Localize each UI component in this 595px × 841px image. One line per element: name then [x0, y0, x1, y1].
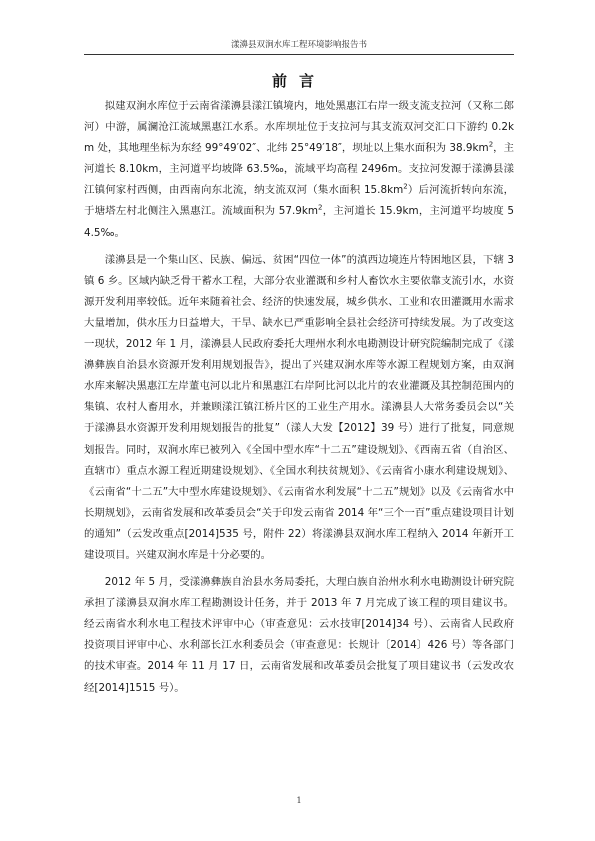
text-segment: 2012 年 5 月，受漾濞彝族自治县水务局委托，大理白族自治州水利水电勘测设计研究院承担了漾濞县双涧水库工程勘测设计任务，并于 2013 年 7 月完成了该工程的项目建议书。经云南省水利水电工程技术评审中心（审查意见：云水技审[2014]34 号）、云南省人民政府投资项目评审中心、水利部长江水利委员会（审查意见：长规计〔2014〕426 号）等各部门的技术审查。2014 年 11 月 17 日，云南省发展和改革委员会批复了项目建议书（云发改农经[2014]1515 号）。 — [84, 576, 514, 694]
superscript: 2 — [403, 182, 408, 191]
text-segment: ）后河流折转向东流，于塘塔左村北侧注入黑惠江。流域面积为 57.9km — [84, 184, 514, 218]
text-segment: 漾濞县是一个集山区、民族、偏远、贫困“四位一体”的滇西边境连片特困地区县，下辖 3 镇 6 乡。区域内缺乏骨干蓄水工程，大部分农业灌溉和乡村人畜饮水主要依靠支流引水，水资源开发利用率较低。近年来随着社会、经济的快速发展，城乡供水、工业和农田灌溉用水需求大量增加，供水压力日益增大，干旱、缺水已严重影响全县社会经济可持续发展。为了改变这一现状，2012 年 1 月，漾濞县人民政府委托大理州水利水电勘测设计研究院编制完成了《漾濞彝族自治县水资源开发利用规划报告》，提出了兴建双涧水库等水源工程规划方案，由双涧水库来解决黑惠江左岸董屯河以北片和黑惠江右岸阿比河以北片的农业灌溉及其控制范围内的集镇、农村人畜用水，并兼顾漾江镇江桥片区的工业生产用水。漾濞县人大常务委员会以“关于漾濞县水资源开发利用规划报告的批复”（漾人大发【2012】39 号）进行了批复，同意规划报告。同时，双涧水库已被列入《全国中型水库“十二五”建设规划》、《西南五省（自治区、直辖市）重点水源工程近期建设规划》、《全国水利扶贫规划》、《云南省小康水利建设规划》、《云南省“十二五”大中型水库建设规划》、《云南省水利发展“十二五”规划》以及《云南省水中长期规划》，云南省发展和改革委员会“关于印发云南省 2014 年“三个一百”重点建设项目计划的通知”（云发改重点[2014]535 号，附件 22）将漾濞县双涧水库工程纳入 2014 年新开工建设项目。兴建双涧水库是十分必要的。 — [84, 253, 514, 561]
text-segment: ，主河道长 8.10km，主河道平均坡降 63.5‰，流域平均高程 2496m。支拉河发源于漾濞县漾江镇何家村西侧，由西南向东北流，纳支流双河（集水面积 15.8km — [84, 142, 514, 197]
header-rule — [84, 54, 514, 55]
text-segment: ，主河道长 15.9km，主河道平均坡度 54.5‰。 — [84, 205, 514, 239]
page-title: 前言 — [271, 72, 326, 90]
paragraph-3 — [84, 572, 514, 699]
superscript: 2 — [488, 140, 494, 149]
running-header: 漾濞县双涧水库工程环境影响报告书 — [230, 40, 367, 50]
superscript: 2 — [318, 204, 323, 212]
text-segment: 拟建双涧水库位于云南省漾濞县漾江镇境内，地处黑惠江右岸一级支流支拉河（又称二郎河）中游，属澜沧江流域黑惠江水系。水库坝址位于支拉河与其支流双河交汇口下游约 0.2km 处，其地理坐标为东经 99°49′02″、北纬 25°49′18″，坝址以上集水面积为 38.9km — [84, 100, 514, 155]
page-number: 1 — [296, 796, 302, 805]
body-text — [84, 96, 514, 705]
paragraph-1 — [84, 96, 514, 244]
paragraph-2 — [84, 250, 514, 566]
